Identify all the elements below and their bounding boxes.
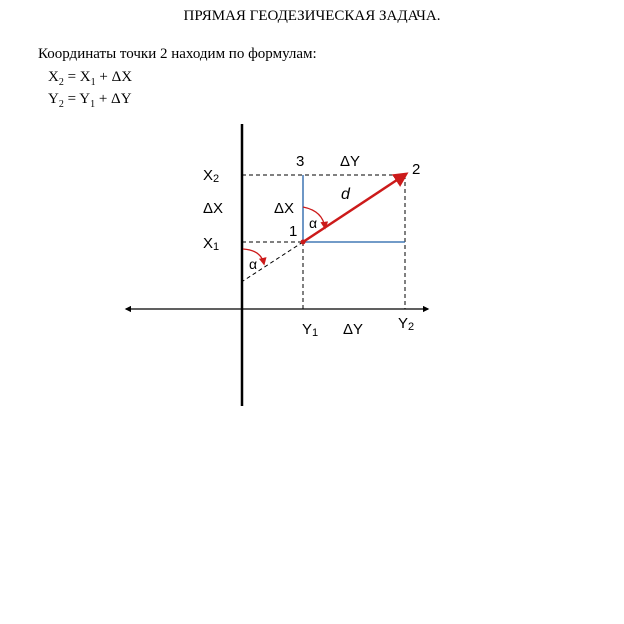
point-2-label: 2 <box>412 161 421 178</box>
formula-x2-eq: = X <box>63 69 91 85</box>
y2-label-sub: 2 <box>408 321 415 333</box>
y1-label <box>302 321 318 339</box>
x1-label-sub: 1 <box>213 241 220 253</box>
alpha-inner-label: α <box>309 215 318 231</box>
x1-label <box>203 235 219 253</box>
formula-x2-r-sub: 1 <box>90 77 96 88</box>
distance-line <box>303 174 406 242</box>
formula-y2-rest: + ΔY <box>95 91 132 107</box>
delta-x-inner-label: ΔX <box>274 200 295 217</box>
x1-label-main: X <box>203 235 214 252</box>
y2-label <box>398 315 414 333</box>
delta-y-bottom-label: ΔY <box>343 321 364 338</box>
y1-label-sub: 1 <box>312 327 319 339</box>
y2-label-main: Y <box>398 315 409 332</box>
distance-d-label: d <box>341 186 350 203</box>
formula-y2-r-sub: 1 <box>90 99 96 110</box>
x2-label <box>203 167 219 185</box>
delta-x-left-label: ΔX <box>203 200 224 217</box>
x2-label-sub: 2 <box>213 173 220 185</box>
formula-y2-eq: = Y <box>63 91 91 107</box>
formula-y2-lhs: Y <box>48 91 59 107</box>
point-3-label: 3 <box>296 153 305 170</box>
point-1-dot <box>301 240 306 245</box>
formula-x2-lhs: X <box>48 69 59 85</box>
intro-text: Координаты точки 2 находим по формулам: <box>38 46 317 62</box>
formula-y2-lhs-sub: 2 <box>58 99 64 110</box>
page-title: ПРЯМАЯ ГЕОДЕЗИЧЕСКАЯ ЗАДАЧА. <box>183 8 441 24</box>
delta-y-top-label: ΔY <box>340 153 361 170</box>
y1-label-main: Y <box>302 321 313 338</box>
point-1-label: 1 <box>289 223 298 240</box>
alpha-outer-label: α <box>249 256 258 272</box>
formula-x2-lhs-sub: 2 <box>58 77 64 88</box>
formula-x2-rest: + ΔX <box>95 69 133 85</box>
x2-label-main: X <box>203 167 214 184</box>
